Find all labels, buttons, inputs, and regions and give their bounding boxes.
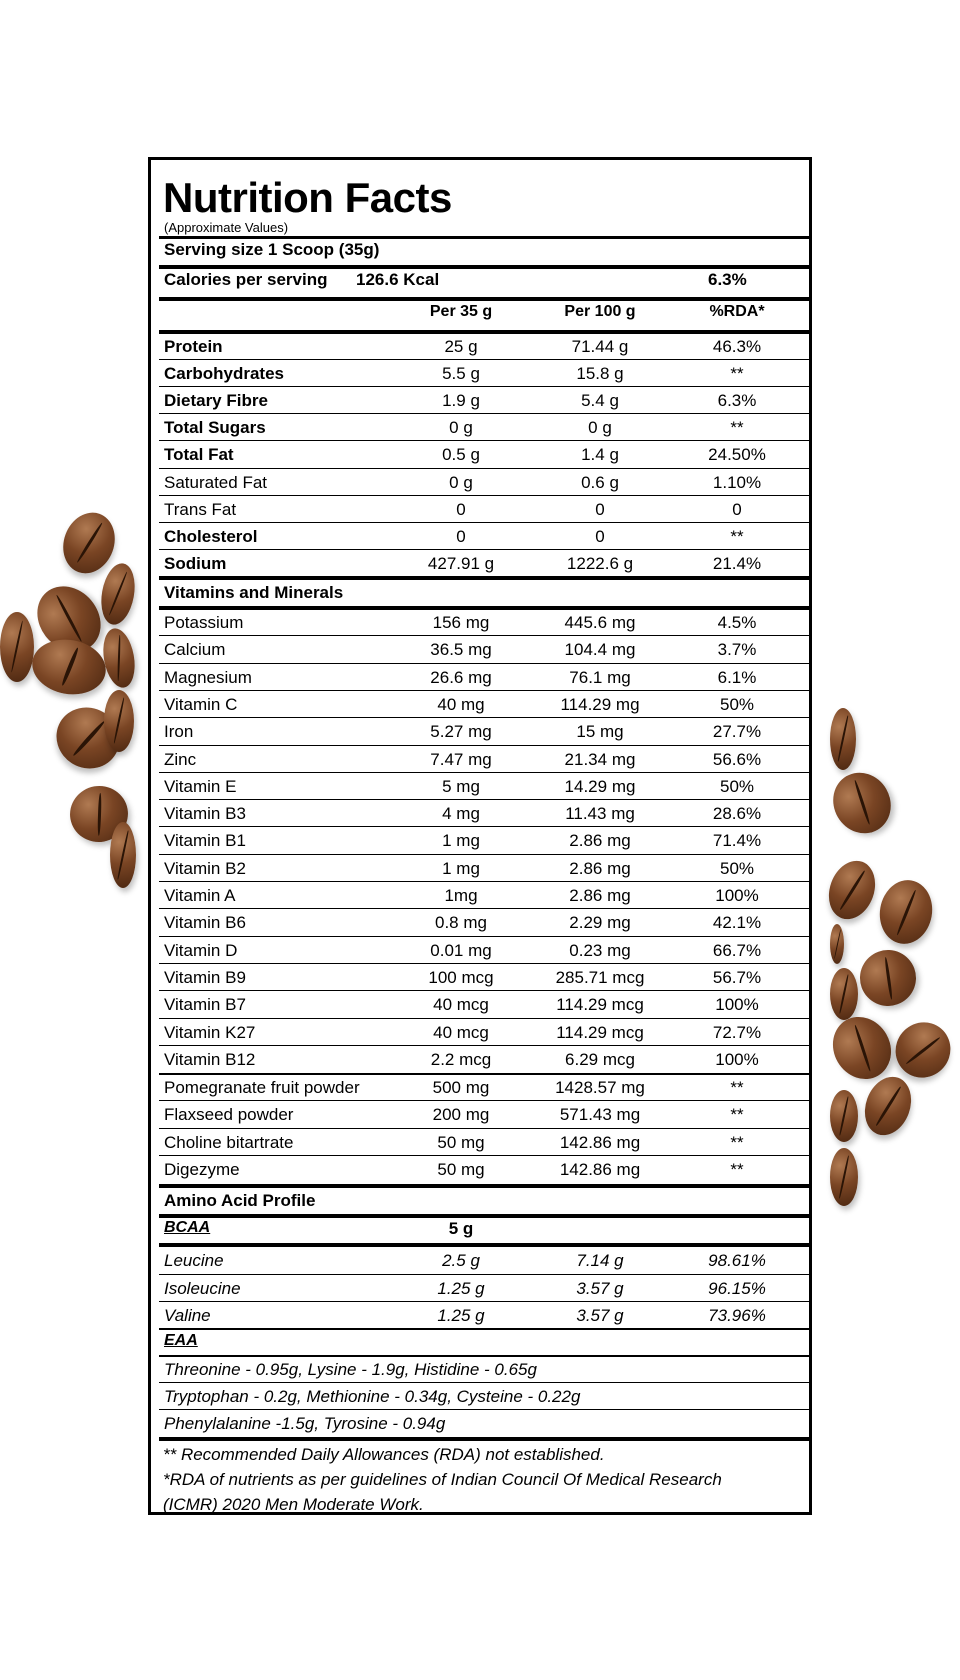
per-100g-value: 3.57 g: [576, 1278, 624, 1298]
nutrient-name: Zinc: [164, 749, 197, 769]
nutrient-name: Isoleucine: [164, 1278, 241, 1298]
table-row: [151, 1074, 811, 1101]
table-row: [151, 1019, 811, 1046]
nutrient-name: Vitamin B2: [164, 858, 246, 878]
nutrient-name: Total Fat: [164, 445, 234, 465]
divider: [159, 1382, 809, 1383]
per-100g-value: 76.1 mg: [569, 667, 631, 687]
rda-value: 24.50%: [708, 445, 766, 465]
nutrient-name: Vitamin B12: [164, 1049, 256, 1069]
nutrient-name: Vitamin A: [164, 886, 236, 905]
rda-value: 56.7%: [712, 967, 762, 987]
per-100g-value: 571.43 mg: [559, 1105, 641, 1125]
rda-value: 96.15%: [708, 1278, 766, 1298]
nutrient-name: Cholesterol: [164, 526, 258, 546]
per-100g-value: 1428.57 mg: [555, 1078, 645, 1097]
nutrient-name: Valine: [164, 1306, 211, 1325]
table-row: [151, 1129, 811, 1156]
per-100g-value: 0.6 g: [581, 472, 619, 492]
nutrient-name: Total Sugars: [164, 418, 266, 438]
nutrient-name: Vitamin D: [164, 940, 238, 960]
table-row: [151, 855, 811, 882]
rda-value: **: [730, 526, 744, 546]
nutrient-name: Leucine: [164, 1251, 224, 1270]
eaa-line: Threonine - 0.95g, Lysine - 1.9g, Histidine - 0.65g: [164, 1360, 537, 1379]
divider: [159, 1355, 809, 1357]
rda-value: 27.7%: [712, 722, 762, 742]
table-row: [151, 964, 811, 991]
per-35g-value: 200 mg: [432, 1105, 490, 1125]
per-35g-value: 1 mg: [442, 831, 480, 851]
nutrient-name: Vitamin B3: [164, 804, 246, 824]
table-row: [151, 773, 811, 800]
per-35g-value: 0.5 g: [442, 445, 480, 465]
table-row: [151, 1247, 811, 1274]
nutrient-name: Magnesium: [164, 667, 252, 687]
divider: [159, 297, 809, 301]
per-35g-value: 0.01 mg: [430, 940, 492, 960]
per-35g-value: 0: [456, 499, 466, 519]
per-100g-value: 114.29 mcg: [556, 995, 644, 1015]
per-35g-value: 427.91 g: [427, 553, 495, 573]
column-header-rda: %RDA*: [709, 303, 765, 320]
nutrient-name: Pomegranate fruit powder: [164, 1078, 360, 1097]
vitamins-heading: Vitamins and Minerals: [164, 583, 344, 602]
table-row: [151, 441, 811, 468]
bcaa-label: BCAA: [164, 1219, 211, 1236]
per-100g-value: 2.86 mg: [569, 831, 631, 851]
table-row: [151, 360, 811, 387]
table-row: [151, 1101, 811, 1128]
bcaa-value: 5 g: [448, 1219, 474, 1238]
rda-value: **: [730, 1159, 744, 1179]
calories-value: 126.6 Kcal: [356, 270, 440, 289]
per-35g-value: 1mg: [444, 886, 478, 905]
label-subtitle: (Approximate Values): [164, 220, 289, 235]
per-35g-value: 0.8 mg: [435, 913, 487, 933]
nutrient-name: Calcium: [164, 640, 226, 660]
per-100g-value: 1222.6 g: [566, 553, 634, 573]
footnote-icmr: *RDA of nutrients as per guidelines of Indian Council Of Medical Research: [163, 1470, 722, 1489]
per-100g-value: 2.86 mg: [569, 858, 631, 878]
nutrient-name: Vitamin E: [164, 776, 237, 796]
eaa-line: Tryptophan - 0.2g, Methionine - 0.34g, Cysteine - 0.22g: [164, 1387, 581, 1406]
nutrient-name: Flaxseed powder: [164, 1105, 294, 1125]
divider: [159, 576, 809, 580]
per-35g-value: 4 mg: [442, 804, 480, 824]
per-35g-value: 7.47 mg: [430, 749, 492, 769]
per-35g-value: 156 mg: [432, 613, 490, 632]
per-35g-value: 1.25 g: [437, 1306, 485, 1325]
nutrient-name: Vitamin B9: [164, 967, 246, 987]
per-100g-value: 7.14 g: [576, 1251, 624, 1270]
per-35g-value: 1 mg: [442, 858, 480, 878]
per-100g-value: 445.6 mg: [564, 613, 636, 632]
per-35g-value: 1.9 g: [442, 391, 480, 411]
nutrient-name: Digezyme: [164, 1159, 240, 1179]
rda-value: 100%: [715, 995, 759, 1015]
per-35g-value: 2.5 g: [442, 1251, 480, 1270]
nutrient-name: Vitamin B7: [164, 995, 246, 1015]
table-row: [151, 496, 811, 523]
per-100g-value: 114.29 mg: [560, 694, 640, 714]
table-row: [151, 609, 811, 636]
divider: [159, 1214, 809, 1218]
rda-value: 1.10%: [712, 472, 762, 492]
table-row: [151, 746, 811, 773]
per-35g-value: 2.2 mcg: [430, 1049, 492, 1069]
table-row: [151, 718, 811, 745]
per-100g-value: 2.29 mg: [569, 913, 631, 933]
per-100g-value: 5.4 g: [581, 391, 619, 411]
table-row: [151, 1156, 811, 1183]
footnote-rda: ** Recommended Daily Allowances (RDA) not established.: [163, 1445, 605, 1464]
rda-value: 21.4%: [712, 553, 762, 573]
rda-value: 6.1%: [717, 667, 757, 687]
divider: [159, 1328, 809, 1330]
per-100g-value: 0.23 mg: [569, 940, 631, 960]
per-100g-value: 6.29 mcg: [565, 1049, 635, 1069]
per-100g-value: 0: [595, 526, 605, 546]
rda-value: **: [730, 1105, 744, 1125]
eaa-line: Phenylalanine -1.5g, Tyrosine - 0.94g: [164, 1414, 446, 1433]
table-row: [151, 691, 811, 718]
table-row: [151, 664, 811, 691]
per-100g-value: 0 g: [588, 418, 612, 438]
table-row: [151, 1275, 811, 1302]
table-row: [151, 909, 811, 936]
per-35g-value: 5.5 g: [442, 364, 480, 384]
table-row: [151, 414, 811, 441]
per-100g-value: 71.44 g: [571, 337, 629, 356]
per-35g-value: 40 mg: [437, 694, 485, 714]
rda-value: 66.7%: [712, 940, 762, 960]
per-100g-value: 0: [595, 499, 605, 519]
per-100g-value: 14.29 mg: [564, 776, 636, 796]
calories-rda: 6.3%: [708, 270, 747, 289]
rda-value: 72.7%: [712, 1022, 762, 1042]
per-100g-value: 15.8 g: [576, 364, 624, 384]
per-35g-value: 26.6 mg: [430, 667, 492, 687]
per-100g-value: 15 mg: [576, 722, 624, 742]
per-35g-value: 5 mg: [442, 776, 480, 796]
per-35g-value: 5.27 mg: [430, 722, 492, 742]
per-100g-value: 142.86 mg: [559, 1159, 641, 1179]
per-35g-value: 25 g: [444, 337, 478, 356]
table-row: [151, 333, 811, 360]
rda-value: 56.6%: [712, 749, 762, 769]
per-100g-value: 11.43 mg: [565, 804, 635, 824]
nutrient-name: Carbohydrates: [164, 364, 284, 384]
table-row: [151, 1046, 811, 1073]
rda-value: **: [730, 1078, 744, 1097]
table-row: [151, 523, 811, 550]
per-100g-value: 285.71 mcg: [555, 967, 645, 987]
nutrient-name: Vitamin K27: [164, 1022, 256, 1042]
table-row: [151, 636, 811, 663]
per-100g-value: 142.86 mg: [559, 1132, 641, 1152]
nutrient-name: Vitamin C: [164, 694, 238, 714]
divider: [159, 1409, 809, 1410]
rda-value: 50%: [719, 776, 755, 796]
rda-value: 73.96%: [708, 1306, 766, 1325]
rda-value: **: [730, 1132, 744, 1152]
per-100g-value: 1.4 g: [581, 445, 619, 465]
nutrient-name: Choline bitartrate: [164, 1132, 294, 1152]
per-35g-value: 50 mg: [437, 1132, 485, 1152]
table-row: [151, 991, 811, 1018]
rda-value: 50%: [719, 694, 755, 714]
divider: [159, 1437, 809, 1441]
table-row: [151, 937, 811, 964]
rda-value: 6.3%: [717, 391, 757, 411]
per-100g-value: 2.86 mg: [569, 886, 631, 905]
divider: [159, 265, 809, 269]
nutrient-name: Dietary Fibre: [164, 391, 268, 411]
per-35g-value: 100 mcg: [428, 967, 494, 987]
per-35g-value: 40 mcg: [433, 995, 489, 1015]
rda-value: **: [730, 364, 744, 384]
rda-value: 46.3%: [712, 337, 762, 356]
nutrient-name: Trans Fat: [164, 499, 237, 519]
table-row: [151, 800, 811, 827]
nutrition-facts-label: [148, 157, 812, 1515]
per-35g-value: 0: [456, 526, 466, 546]
rda-value: 100%: [715, 1049, 759, 1069]
footnote-icmr-cont: (ICMR) 2020 Men Moderate Work.: [163, 1495, 424, 1514]
per-35g-value: 36.5 mg: [430, 640, 492, 660]
table-row: [151, 1302, 811, 1329]
table-row: [151, 469, 811, 496]
per-100g-value: 3.57 g: [576, 1306, 624, 1325]
divider: [159, 236, 809, 239]
rda-value: 50%: [719, 858, 755, 878]
table-row: [151, 827, 811, 854]
calories-label: Calories per serving: [164, 270, 328, 289]
rda-value: 98.61%: [708, 1251, 766, 1270]
per-100g-value: 114.29 mcg: [556, 1022, 644, 1042]
rda-value: 4.5%: [717, 613, 757, 632]
per-100g-value: 104.4 mg: [564, 640, 636, 660]
per-35g-value: 1.25 g: [437, 1278, 485, 1298]
rda-value: **: [730, 418, 744, 438]
rda-value: 100%: [715, 886, 759, 905]
serving-size: Serving size 1 Scoop (35g): [164, 240, 380, 259]
per-35g-value: 40 mcg: [433, 1022, 489, 1042]
per-35g-value: 0 g: [449, 472, 473, 492]
table-row: [151, 882, 811, 909]
rda-value: 0: [732, 499, 742, 519]
per-35g-value: 50 mg: [437, 1159, 485, 1179]
rda-value: 71.4%: [712, 831, 762, 851]
nutrient-name: Vitamin B6: [164, 913, 246, 933]
nutrient-name: Vitamin B1: [164, 831, 246, 851]
amino-heading: Amino Acid Profile: [164, 1191, 316, 1210]
nutrient-name: Iron: [164, 722, 194, 742]
label-title: Nutrition Facts: [163, 174, 452, 221]
rda-value: 42.1%: [712, 913, 762, 933]
per-35g-value: 0 g: [449, 418, 473, 438]
nutrient-name: Protein: [164, 337, 223, 356]
eaa-label: EAA: [164, 1332, 198, 1349]
nutrient-name: Sodium: [164, 553, 227, 573]
divider: [159, 1184, 809, 1188]
rda-value: 28.6%: [712, 804, 762, 824]
table-row: [151, 550, 811, 577]
nutrient-name: Potassium: [164, 613, 244, 632]
column-header-per100: Per 100 g: [564, 303, 636, 320]
nutrient-name: Saturated Fat: [164, 472, 268, 492]
table-row: [151, 387, 811, 414]
column-header-per35: Per 35 g: [429, 303, 493, 320]
per-35g-value: 500 mg: [432, 1078, 490, 1097]
per-100g-value: 21.34 mg: [564, 749, 636, 769]
rda-value: 3.7%: [717, 640, 757, 660]
